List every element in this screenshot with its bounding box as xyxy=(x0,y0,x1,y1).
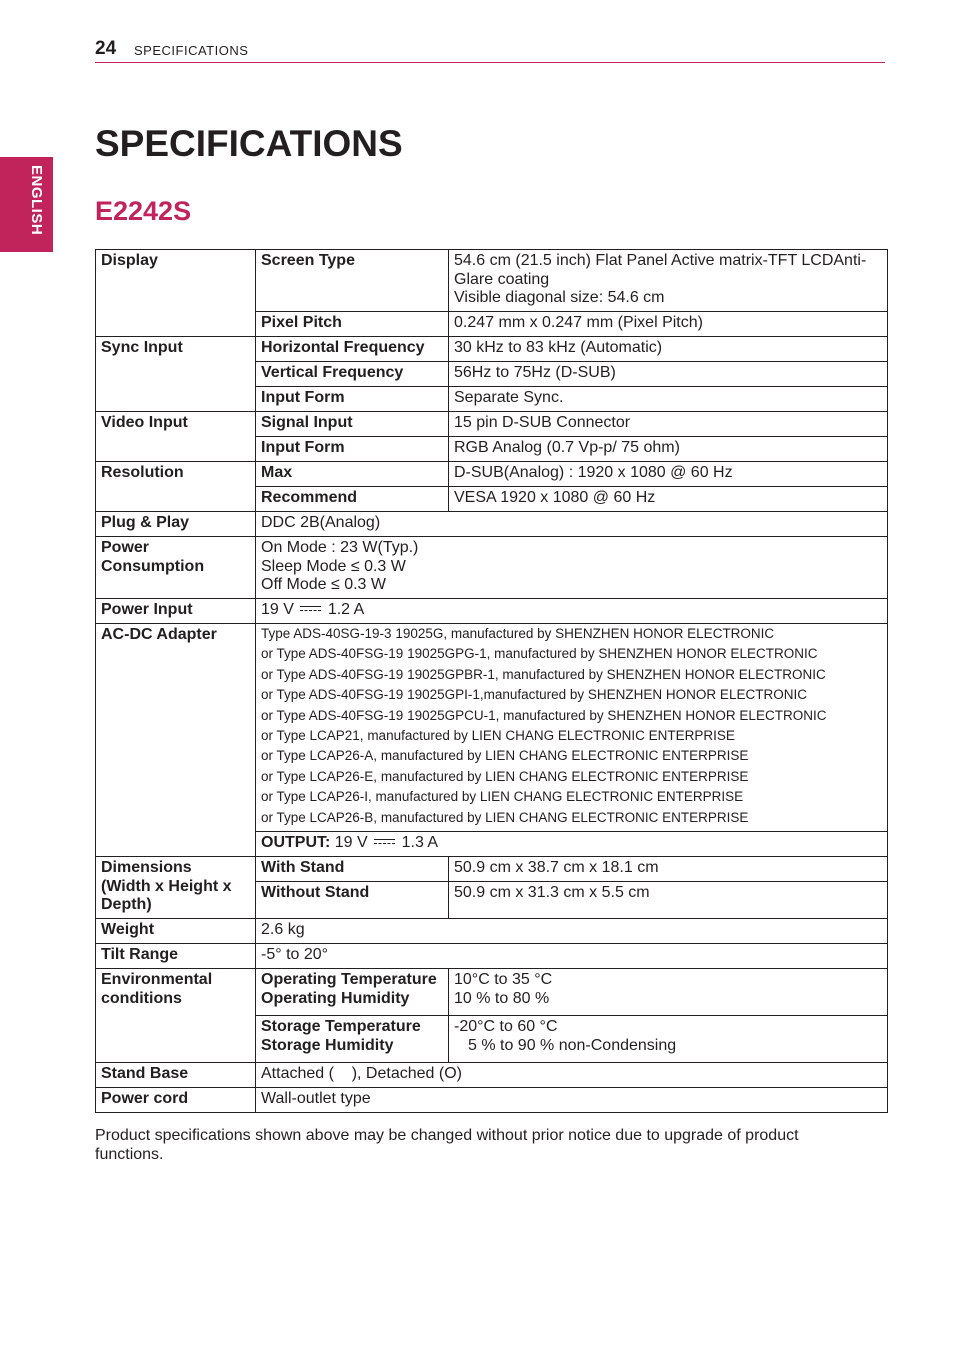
voltage-value: 19 V xyxy=(334,834,368,851)
table-row xyxy=(96,512,888,537)
field-value: Separate Sync. xyxy=(449,387,888,412)
field-value xyxy=(449,250,888,312)
label-line: Environmental xyxy=(101,971,213,988)
adapter-type: Type ADS-40SG-19-3 19025G, manufactured by SHENZHEN HONOR ELECTRONIC xyxy=(261,626,775,641)
field-value xyxy=(256,599,888,624)
table-row xyxy=(96,537,888,599)
dc-symbol-icon xyxy=(374,838,395,847)
language-tab xyxy=(0,157,53,252)
footnote: Product specifications shown above may be changed without prior notice due to upgrade of product functions. xyxy=(95,1127,799,1163)
value-line: -20°C to 60 °C xyxy=(454,1018,558,1035)
value-line: Glare coating xyxy=(454,270,550,288)
row-label xyxy=(96,857,256,919)
row-label: Weight xyxy=(96,919,256,944)
value-line: Sleep Mode ≤ 0.3 W xyxy=(261,557,406,575)
adapter-type: or Type LCAP26-I, manufactured by LIEN CHANG ELECTRONIC ENTERPRISE xyxy=(261,789,744,805)
label-line: Depth) xyxy=(101,896,152,913)
label-line: conditions xyxy=(101,989,182,1007)
model-title: E2242S xyxy=(95,196,192,226)
field-label: Recommend xyxy=(256,487,449,512)
header-section: SPECIFICATIONS xyxy=(134,43,249,58)
field-value: Attached ( ), Detached (O) xyxy=(256,1063,888,1088)
field-value: Wall-outlet type xyxy=(256,1088,888,1113)
value-line: 5 % to 90 % non-Condensing xyxy=(468,1036,677,1054)
row-label: Power cord xyxy=(96,1088,256,1113)
row-label: Video Input xyxy=(96,412,256,462)
table-row xyxy=(96,944,888,969)
field-value: 15 pin D-SUB Connector xyxy=(449,412,888,437)
field-value: VESA 1920 x 1080 @ 60 Hz xyxy=(449,487,888,512)
field-value xyxy=(449,969,888,1016)
row-label: Tilt Range xyxy=(96,944,256,969)
adapter-type: or Type LCAP26-A, manufactured by LIEN CHANG ELECTRONIC ENTERPRISE xyxy=(261,748,749,764)
label-line: Storage Humidity xyxy=(261,1036,394,1054)
label-line: Power xyxy=(101,539,150,556)
row-label: Resolution xyxy=(96,462,256,512)
adapter-types xyxy=(256,624,888,832)
label-line: Operating Temperature xyxy=(261,971,437,988)
adapter-type: or Type ADS-40FSG-19 19025GPCU-1, manufactured by SHENZHEN HONOR ELECTRONIC xyxy=(261,707,827,723)
row-label xyxy=(96,969,256,1063)
row-label: Stand Base xyxy=(96,1063,256,1088)
table-row xyxy=(96,462,888,487)
table-row xyxy=(96,412,888,437)
page-title: SPECIFICATIONS xyxy=(95,123,403,164)
field-label: Pixel Pitch xyxy=(256,312,449,337)
dc-symbol-icon xyxy=(300,605,321,614)
field-label: With Stand xyxy=(256,857,449,882)
table-row xyxy=(96,599,888,624)
table-row xyxy=(96,250,888,312)
language-tab-label: ENGLISH xyxy=(28,165,45,236)
value-line: 54.6 cm (21.5 inch) Flat Panel Active matrix-TFT LCDAnti- xyxy=(454,252,867,269)
field-value: D-SUB(Analog) : 1920 x 1080 @ 60 Hz xyxy=(449,462,888,487)
table-row xyxy=(96,1063,888,1088)
field-value: 56Hz to 75Hz (D-SUB) xyxy=(449,362,888,387)
table-row xyxy=(96,337,888,362)
row-label: AC-DC Adapter xyxy=(96,624,256,857)
field-label: Input Form xyxy=(256,387,449,412)
value-line: 10 % to 80 % xyxy=(454,989,550,1007)
field-value: 50.9 cm x 38.7 cm x 18.1 cm xyxy=(449,857,888,882)
field-value: 30 kHz to 83 kHz (Automatic) xyxy=(449,337,888,362)
field-label: Signal Input xyxy=(256,412,449,437)
current-value: 1.2 A xyxy=(327,601,365,618)
adapter-type: or Type ADS-40FSG-19 19025GPI-1,manufactured by SHENZHEN HONOR ELECTRONIC xyxy=(261,687,807,703)
field-label: Without Stand xyxy=(256,882,449,919)
field-value: 50.9 cm x 31.3 cm x 5.5 cm xyxy=(449,882,888,919)
table-row xyxy=(96,969,888,1016)
adapter-type: or Type LCAP26-E, manufactured by LIEN CHANG ELECTRONIC ENTERPRISE xyxy=(261,768,749,784)
field-value xyxy=(449,1016,888,1063)
adapter-type: or Type LCAP21, manufactured by LIEN CHANG ELECTRONIC ENTERPRISE xyxy=(261,728,735,744)
value-line: On Mode : 23 W(Typ.) xyxy=(261,539,419,556)
field-label: Screen Type xyxy=(256,250,449,312)
table-row xyxy=(96,1088,888,1113)
field-value: -5° to 20° xyxy=(256,944,888,969)
voltage-value: 19 V xyxy=(261,601,294,618)
adapter-type: or Type ADS-40FSG-19 19025GPG-1, manufactured by SHENZHEN HONOR ELECTRONIC xyxy=(261,646,818,662)
field-value: RGB Analog (0.7 Vp-p/ 75 ohm) xyxy=(449,437,888,462)
row-label: Plug & Play xyxy=(96,512,256,537)
field-label: Vertical Frequency xyxy=(256,362,449,387)
field-label: Horizontal Frequency xyxy=(256,337,449,362)
field-value: 0.247 mm x 0.247 mm (Pixel Pitch) xyxy=(449,312,888,337)
row-label: Sync Input xyxy=(96,337,256,412)
row-label: Display xyxy=(96,250,256,337)
label-line: (Width x Height x xyxy=(101,877,232,895)
field-value: 2.6 kg xyxy=(256,919,888,944)
row-label: Power Input xyxy=(96,599,256,624)
field-value: DDC 2B(Analog) xyxy=(256,512,888,537)
field-value xyxy=(256,537,888,599)
field-label xyxy=(256,969,449,1016)
adapter-type: or Type ADS-40FSG-19 19025GPBR-1, manufactured by SHENZHEN HONOR ELECTRONIC xyxy=(261,666,826,682)
adapter-type: or Type LCAP26-B, manufactured by LIEN CHANG ELECTRONIC ENTERPRISE xyxy=(261,809,749,825)
table-row xyxy=(96,919,888,944)
table-row xyxy=(96,624,888,832)
label-line: Operating Humidity xyxy=(261,989,410,1007)
header-rule xyxy=(95,62,885,63)
field-label: Max xyxy=(256,462,449,487)
page-number: 24 xyxy=(95,38,117,59)
label-line: Storage Temperature xyxy=(261,1018,421,1035)
output-label: OUTPUT: xyxy=(261,834,331,851)
table-row xyxy=(96,857,888,882)
row-label xyxy=(96,537,256,599)
field-label xyxy=(256,1016,449,1063)
field-label: Input Form xyxy=(256,437,449,462)
spec-table xyxy=(95,249,888,1113)
label-line: Dimensions xyxy=(101,859,192,876)
value-line: Off Mode ≤ 0.3 W xyxy=(261,576,386,593)
field-value xyxy=(256,832,888,857)
label-line: Consumption xyxy=(101,557,205,575)
current-value: 1.3 A xyxy=(401,834,439,851)
value-line: 10°C to 35 °C xyxy=(454,971,553,988)
value-line: Visible diagonal size: 54.6 cm xyxy=(454,289,665,306)
